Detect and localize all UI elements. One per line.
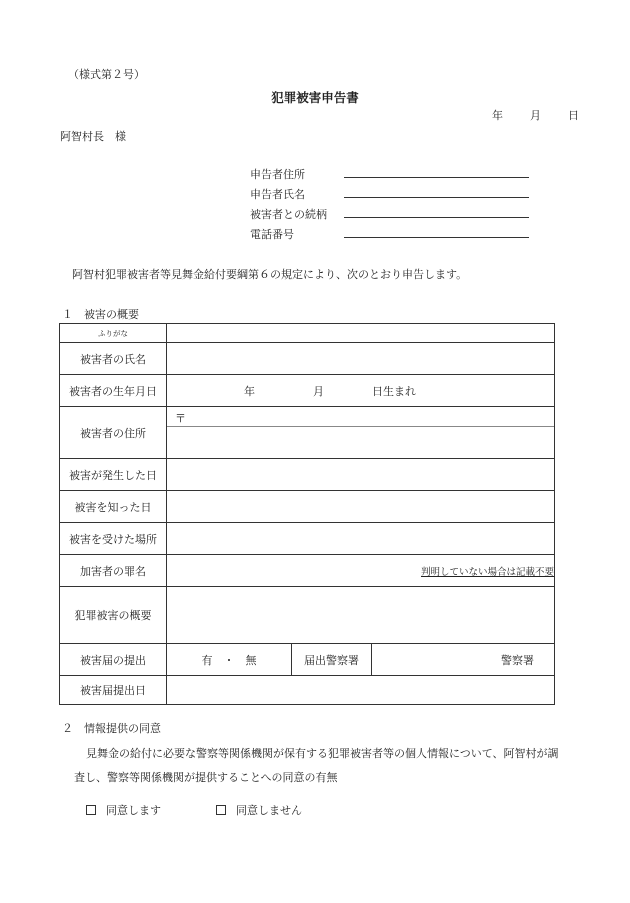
agree-checkbox[interactable]	[86, 805, 96, 815]
page-title: 犯罪被害申告書	[271, 90, 359, 105]
applicant-address-field[interactable]	[344, 177, 529, 178]
occurred-date-label: 被害が発生した日	[60, 459, 167, 491]
disagree-option[interactable]	[216, 804, 302, 817]
furigana-label: ふりがな	[60, 324, 167, 343]
disagree-checkbox[interactable]	[216, 805, 226, 815]
table-row	[60, 343, 555, 375]
dob-field[interactable]	[167, 375, 555, 407]
victim-name-label: 被害者の氏名	[60, 343, 167, 375]
table-row	[60, 587, 555, 644]
applicant-name-label: 申告者氏名	[250, 188, 305, 201]
dob-label: 被害者の生年月日	[60, 375, 167, 407]
police-suffix: 警察署	[501, 653, 535, 667]
victim-address-label: 被害者の住所	[60, 407, 167, 459]
applicant-relation-label: 被害者との続柄	[250, 208, 327, 221]
table-row	[60, 555, 555, 587]
summary-label: 犯罪被害の概要	[60, 587, 167, 644]
furigana-field[interactable]	[167, 324, 555, 343]
offender-crime-label: 加害者の罪名	[60, 555, 167, 587]
table-row	[60, 324, 555, 343]
police-station-field[interactable]	[372, 644, 555, 676]
police-station-label: 届出警察署	[292, 644, 372, 676]
place-label: 被害を受けた場所	[60, 523, 167, 555]
applicant-phone-field[interactable]	[344, 237, 529, 238]
declaration-text: 阿智村犯罪被害者等見舞金給付要綱第６の規定により、次のとおり申告します。	[72, 268, 468, 281]
agree-option[interactable]	[86, 804, 161, 817]
damage-summary-table	[59, 323, 555, 705]
postal-mark: 〒	[175, 412, 186, 425]
victim-address-field[interactable]	[167, 407, 555, 459]
offender-note[interactable]: 判明していない場合は記載不要	[167, 555, 555, 587]
disagree-label: 同意しません	[236, 804, 302, 817]
section2-heading: ２ 情報提供の同意	[62, 722, 161, 735]
table-row	[60, 375, 555, 407]
place-field[interactable]	[167, 523, 555, 555]
date-line	[492, 107, 579, 123]
postal-code-line[interactable]	[167, 407, 554, 427]
date-month: 月	[530, 109, 541, 122]
report-yes-no[interactable]: 有 ・ 無	[167, 644, 292, 676]
date-year: 年	[492, 109, 503, 122]
form-number: （様式第２号）	[68, 68, 145, 81]
occurred-date-field[interactable]	[167, 459, 555, 491]
table-row	[60, 407, 555, 459]
section1-heading: １ 被害の概要	[62, 308, 139, 321]
agree-label: 同意します	[106, 804, 161, 817]
table-row	[60, 459, 555, 491]
applicant-relation-field[interactable]	[344, 217, 529, 218]
dob-day: 日生まれ	[372, 384, 416, 398]
dob-month: 月	[313, 384, 324, 398]
table-row	[60, 644, 555, 676]
learned-date-label: 被害を知った日	[60, 491, 167, 523]
victim-name-field[interactable]	[167, 343, 555, 375]
table-row	[60, 523, 555, 555]
consent-text-line1: 見舞金の給付に必要な警察等関係機関が保有する犯罪被害者等の個人情報について、阿智村が調	[86, 747, 559, 760]
consent-options	[86, 802, 302, 818]
learned-date-field[interactable]	[167, 491, 555, 523]
consent-text-line2: 査し、警察等関係機関が提供することへの同意の有無	[74, 771, 338, 784]
table-row	[60, 491, 555, 523]
applicant-name-field[interactable]	[344, 197, 529, 198]
report-date-field[interactable]	[167, 676, 555, 705]
summary-field[interactable]	[167, 587, 555, 644]
report-date-label: 被害届提出日	[60, 676, 167, 705]
dob-year: 年	[244, 384, 255, 398]
consent-text	[74, 742, 604, 790]
table-row	[60, 676, 555, 705]
report-submitted-label: 被害届の提出	[60, 644, 167, 676]
addressee: 阿智村長 様	[60, 130, 126, 143]
applicant-phone-label: 電話番号	[250, 228, 294, 241]
date-day: 日	[568, 109, 579, 122]
applicant-address-label: 申告者住所	[250, 168, 305, 181]
address-line[interactable]	[167, 427, 554, 458]
